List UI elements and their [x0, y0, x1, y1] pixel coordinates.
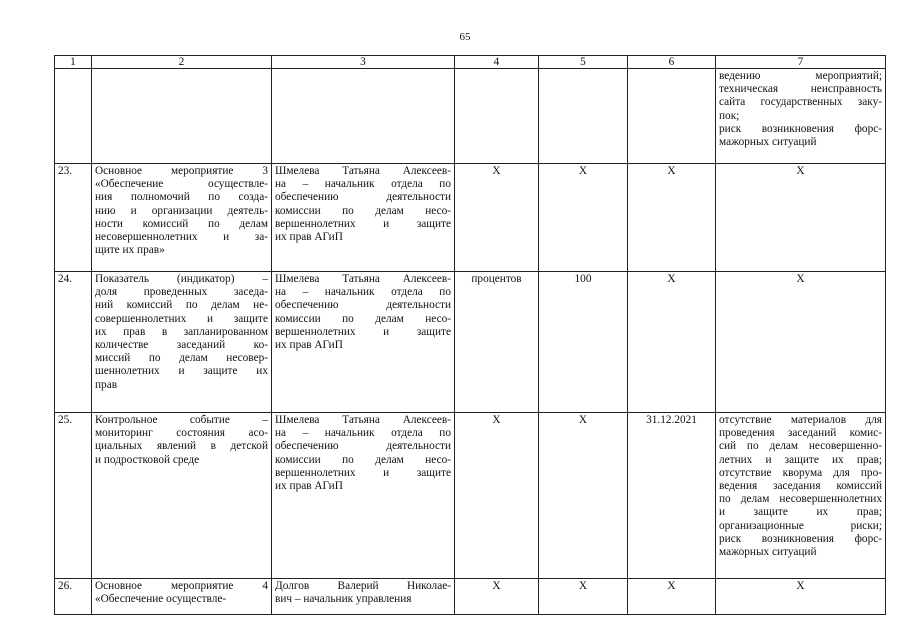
cell-line: их прав АГиП	[275, 480, 343, 493]
cell-line: на – начальник отдела по	[275, 286, 451, 299]
cell-line: на – начальник отдела по	[275, 178, 451, 191]
cell-line: «Обеспечение осуществле-	[95, 593, 227, 606]
cell-line: сайта государственных заку-	[719, 96, 882, 109]
cell-text: Х	[667, 580, 676, 592]
cell-line: по делам несовершеннолетних	[719, 493, 882, 506]
value-cell	[539, 164, 628, 272]
cell-line: Шмелева Татьяна Алексеев-	[275, 414, 451, 426]
cell-line: риск возникновения форс-	[719, 122, 882, 135]
column-header: 2	[92, 56, 272, 69]
responsible-cell	[272, 164, 455, 272]
value-cell	[539, 579, 628, 615]
cell-line: ведению мероприятий;	[719, 70, 882, 82]
column-header: 4	[455, 56, 539, 69]
responsible-cell	[272, 413, 455, 579]
value-cell	[539, 413, 628, 579]
cell-text: Х	[796, 273, 805, 285]
risks-cell	[716, 69, 886, 164]
page-number: 65	[459, 31, 471, 43]
cell-text: 25.	[58, 414, 73, 426]
cell-line: и подростковой среде	[95, 453, 200, 466]
value-cell	[539, 272, 628, 413]
unit-cell	[455, 413, 539, 579]
cell-line: ведения заседания комиссий	[719, 480, 882, 493]
cell-line: ний комиссий по делам не-	[95, 299, 268, 312]
cell-text: Х	[667, 273, 676, 285]
cell-text: 23.	[58, 165, 73, 177]
cell-line: Долгов Валерий Николае-	[275, 580, 451, 592]
cell-line: их прав АГиП	[275, 231, 343, 244]
date-cell	[628, 69, 716, 164]
cell-line: их прав АГиП	[275, 339, 343, 352]
event-cell	[92, 579, 272, 615]
cell-line: сий по делам несовершенно-	[719, 440, 882, 453]
table-row	[55, 69, 886, 164]
cell-line: Основное мероприятие 3	[95, 165, 268, 177]
event-cell	[92, 164, 272, 272]
date-cell	[628, 164, 716, 272]
column-header: 1	[55, 56, 92, 69]
table-row	[55, 413, 886, 579]
cell-line: риск возникновения форс-	[719, 532, 882, 545]
event-cell	[92, 413, 272, 579]
cell-text: 24.	[58, 273, 73, 285]
cell-line: «Обеспечение осуществле-	[95, 178, 268, 191]
cell-line: прав	[95, 378, 118, 391]
cell-line: Показатель (индикатор) –	[95, 273, 268, 285]
value-cell	[539, 69, 628, 164]
column-header: 6	[628, 56, 716, 69]
cell-line: мажорных ситуаций	[719, 136, 817, 149]
cell-line: щите их прав»	[95, 244, 165, 257]
cell-text: процентов	[471, 273, 522, 285]
cell-line: отсутствие материалов для	[719, 414, 882, 426]
table-row	[55, 579, 886, 615]
responsible-cell	[272, 272, 455, 413]
responsible-cell	[272, 69, 455, 164]
cell-line: доля проведенных заседа-	[95, 286, 268, 299]
cell-text: Х	[578, 580, 588, 592]
cell-text: Х	[796, 165, 805, 177]
cell-line: проведения заседаний комис-	[719, 427, 882, 440]
cell-line: несовершеннолетних и за-	[95, 231, 268, 244]
cell-line: ния полномочий по созда-	[95, 191, 268, 204]
row-number-cell	[55, 164, 92, 272]
cell-line: нию и организации деятель-	[95, 204, 268, 217]
risks-cell	[716, 272, 886, 413]
date-cell	[628, 579, 716, 615]
cell-text: Х	[667, 165, 676, 177]
row-number-cell	[55, 579, 92, 615]
row-number-cell	[55, 413, 92, 579]
row-number-cell	[55, 69, 92, 164]
cell-line: и защите их прав;	[719, 506, 882, 519]
event-cell	[92, 69, 272, 164]
column-header: 3	[272, 56, 455, 69]
cell-line: комиссии по делам несо-	[275, 453, 451, 466]
unit-cell	[455, 272, 539, 413]
risks-cell	[716, 579, 886, 615]
cell-line: совершеннолетних и защите	[95, 312, 268, 325]
cell-line: мониторинг состояния асо-	[95, 427, 268, 440]
cell-text: 100	[574, 273, 592, 285]
row-number-cell	[55, 272, 92, 413]
cell-text: Х	[492, 165, 501, 177]
cell-line: обеспечению деятельности	[275, 191, 451, 204]
cell-text: Х	[578, 414, 588, 426]
cell-line: вершеннолетних и защите	[275, 217, 451, 230]
cell-line: Основное мероприятие 4	[95, 580, 268, 592]
cell-line: обеспечению деятельности	[275, 299, 451, 312]
table-row	[55, 164, 886, 272]
risks-cell	[716, 413, 886, 579]
cell-text: 26.	[58, 580, 73, 592]
cell-line: мажорных ситуаций	[719, 546, 817, 559]
cell-line: ности комиссий по делам	[95, 217, 268, 230]
cell-line: количестве заседаний ко-	[95, 339, 268, 352]
unit-cell	[455, 164, 539, 272]
cell-line: вич – начальник управления	[275, 593, 412, 606]
cell-line: вершеннолетних и защите	[275, 325, 451, 338]
column-header: 5	[539, 56, 628, 69]
cell-line: летних и защите их прав;	[719, 453, 882, 466]
responsible-cell	[272, 579, 455, 615]
unit-cell	[455, 579, 539, 615]
cell-line: техническая неисправность	[719, 83, 882, 96]
date-cell	[628, 272, 716, 413]
cell-line: на – начальник отдела по	[275, 427, 451, 440]
cell-line: Контрольное событие –	[95, 414, 268, 426]
unit-cell	[455, 69, 539, 164]
cell-line: комиссии по делам несо-	[275, 312, 451, 325]
cell-line: комиссии по делам несо-	[275, 204, 451, 217]
cell-text: Х	[578, 165, 588, 177]
cell-text: Х	[492, 414, 501, 426]
cell-line: отсутствие кворума для про-	[719, 466, 882, 479]
cell-line: обеспечению деятельности	[275, 440, 451, 453]
header-row	[55, 56, 886, 69]
date-cell	[628, 413, 716, 579]
cell-line: шеннолетних и защите их	[95, 365, 268, 378]
cell-line: их прав в запланированном	[95, 325, 268, 338]
cell-line: вершеннолетних и защите	[275, 466, 451, 479]
cell-text: 31.12.2021	[646, 414, 697, 426]
cell-line: пок;	[719, 109, 740, 122]
cell-line: Шмелева Татьяна Алексеев-	[275, 165, 451, 177]
cell-line: циальных явлений в детской	[95, 440, 268, 453]
cell-text: Х	[492, 580, 501, 592]
column-header: 7	[716, 56, 886, 69]
table-row	[55, 272, 886, 413]
risks-cell	[716, 164, 886, 272]
plan-table	[54, 55, 886, 615]
cell-text: Х	[796, 580, 805, 592]
cell-line: Шмелева Татьяна Алексеев-	[275, 273, 451, 285]
event-cell	[92, 272, 272, 413]
cell-line: миссий по делам несовер-	[95, 352, 268, 365]
cell-line: организационные риски;	[719, 519, 882, 532]
